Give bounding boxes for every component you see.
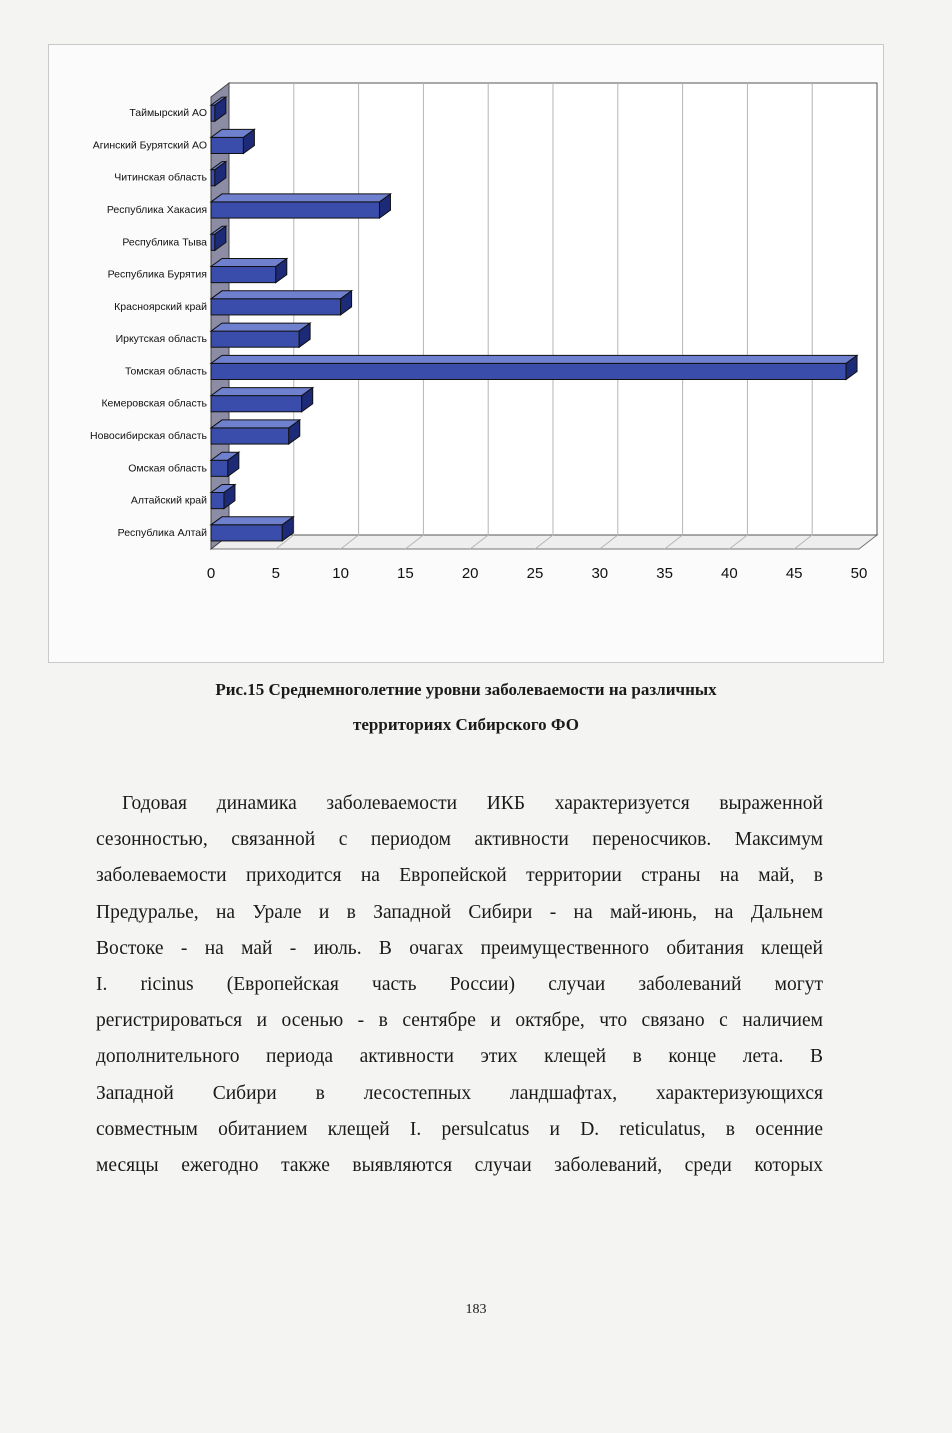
x-tick-label: 10 (332, 565, 349, 582)
body-paragraph (96, 786, 823, 1184)
bar-top (211, 517, 293, 525)
x-tick-label: 0 (206, 565, 216, 582)
bar (211, 137, 243, 153)
bar (211, 363, 846, 379)
figure-caption (60, 672, 872, 742)
bar (211, 493, 224, 509)
body-line: Западной Сибири в лесостепных ландшафтах, характеризующихся (96, 1082, 823, 1104)
bar-top (211, 291, 352, 299)
caption-line-1: Рис.15 Среднемноголетние уровни заболеваемости на различных (215, 680, 717, 699)
bar (211, 170, 215, 186)
category-label: Читинская область (114, 171, 207, 184)
category-label: Алтайский край (130, 494, 207, 507)
x-tick-label: 15 (397, 565, 414, 582)
category-label: Таймырский АО (129, 107, 207, 120)
body-line: регистрироваться и осенью - в сентябре и октябре, что связано с наличием (96, 1010, 823, 1032)
bar (211, 299, 341, 315)
category-label: Агинский Бурятский АО (92, 139, 207, 152)
bar (211, 202, 379, 218)
x-tick-label: 40 (721, 565, 738, 582)
bar (211, 525, 282, 541)
body-line: заболеваемости приходится на Европейской территории страны на май, в (96, 865, 823, 887)
category-label: Республика Алтай (117, 526, 207, 539)
x-tick-label: 5 (271, 565, 280, 582)
body-line: Годовая динамика заболеваемости ИКБ характеризуется выраженной (122, 793, 823, 814)
body-line: совместным обитанием клещей I. persulcatus и D. reticulatus, в осенние (96, 1118, 823, 1140)
bar (211, 105, 215, 121)
category-label: Омская область (128, 462, 207, 475)
category-label: Томская область (124, 365, 207, 378)
body-line: месяцы ежегодно также выявляются случаи заболеваний, среди которых (96, 1155, 823, 1177)
chart-frame (48, 44, 884, 663)
bar (211, 267, 276, 283)
category-label: Иркутская область (115, 333, 207, 346)
bar (211, 460, 228, 476)
bar (211, 428, 289, 444)
bar (211, 234, 215, 250)
x-tick-label: 50 (850, 565, 868, 582)
body-line: дополнительного периода активности этих клещей в конце лета. В (96, 1046, 823, 1068)
category-label: Красноярский край (114, 300, 207, 313)
bar-top (211, 355, 857, 363)
caption-line-2: территориях Сибирского ФО (353, 715, 579, 734)
body-line: Востоке - на май - июль. В очагах преимущественного обитания клещей (96, 937, 823, 959)
body-line: сезонностью, связанной с периодом активности переносчиков. Максимум (96, 829, 823, 851)
x-tick-label: 25 (526, 565, 544, 582)
category-label: Республика Тыва (122, 236, 207, 249)
bar-top (211, 194, 390, 202)
bar-top (211, 420, 300, 428)
category-label: Кемеровская область (101, 397, 207, 410)
bar-top (211, 388, 313, 396)
category-label: Новосибирская область (90, 430, 207, 442)
bar (211, 396, 302, 412)
x-tick-label: 45 (785, 565, 803, 582)
x-tick-label: 35 (656, 565, 673, 582)
bar (211, 331, 299, 347)
x-tick-label: 30 (591, 565, 609, 582)
body-line: I. ricinus (Европейская часть России) случаи заболеваний могут (96, 974, 823, 996)
bar-chart (49, 45, 883, 662)
category-label: Республика Бурятия (107, 268, 207, 281)
page-number: 183 (465, 1302, 487, 1317)
category-label: Республика Хакасия (106, 204, 207, 216)
bar-top (211, 323, 310, 331)
x-tick-label: 20 (461, 565, 479, 582)
bar-top (211, 259, 287, 267)
body-line: Предуралье, на Урале и в Западной Сибири - на май-июнь, на Дальнем (96, 901, 823, 923)
